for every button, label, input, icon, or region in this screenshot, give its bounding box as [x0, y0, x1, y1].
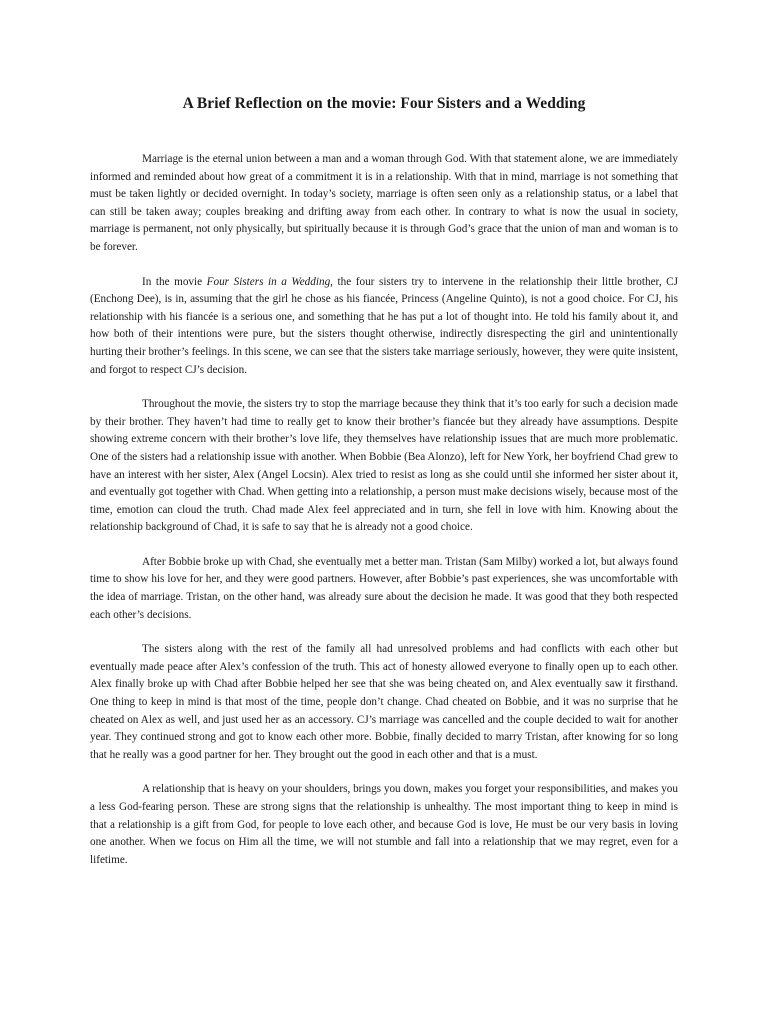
paragraph-4: After Bobbie broke up with Chad, she eventually met a better man. Tristan (Sam Milby) worked a lot, but always found time to show his love for her, and they were good partners. However, after Bobbie’s past experiences, she was uncomfortable with the idea of marriage. Tristan, on the other hand, was already sure about the decision he made. It was good that they both respected each other’s decisions. — [90, 555, 678, 621]
paragraph-2 — [90, 274, 678, 380]
paragraph-6: A relationship that is heavy on your shoulders, brings you down, makes you forget your responsibilities, and makes you a less God-fearing person. These are strong signs that the relationship is unhealthy. The most important thing to keep in mind is that a relationship is a gift from God, for people to love each other, and because God is love, He must be our very basis in loving one another. When we focus on Him all the time, we will not stumble and fall into a relationship that we may regret, even for a lifetime. — [90, 783, 678, 866]
paragraph-2-rest: , the four sisters try to intervene in the relationship their little brother, CJ (Enchong Dee), is in, assuming that the girl he chose as his fiancée, Princess (Angeline Quinto), is not a good choice. For CJ, his relationship with his fiancée is a serious one, and something that he has put a lot of thought into. He told his family about it, and how both of their intentions were pure, but the sisters thought otherwise, indirectly disrespecting the girl and unintentionally hurting their brother’s feelings. In this scene, we can see that the sisters take marriage seriously, however, they were quite insistent, and forgot to respect CJ’s decision. — [90, 275, 679, 376]
document-title: A Brief Reflection on the movie: Four Sisters and a Wedding — [182, 95, 586, 112]
paragraph-5: The sisters along with the rest of the family all had unresolved problems and had conflicts with each other but eventually made peace after Alex’s confession of the truth. This act of honesty allowed everyone to finally open up to each other. Alex finally broke up with Chad after Bobbie helped her see that she was being cheated on, and Alex eventually saw it firsthand. One thing to keep in mind is that most of the time, people don’t change. Chad cheated on Bobbie, and it was no surprise that he cheated on Alex as well, and just used her as an accessory. CJ’s marriage was cancelled and the couple decided to wait for another year. They continued strong and got to know each other more. Bobbie, finally decided to marry Tristan, after knowing for so long that he really was a good partner for her. They brought out the good in each other and that is a must. — [90, 643, 678, 761]
movie-title-italic: Four Sisters in a Wedding — [206, 275, 331, 288]
document-page — [90, 0, 678, 1024]
paragraph-1: Marriage is the eternal union between a man and a woman through God. With that statement alone, we are immediately informed and reminded about how great of a commitment it is in a relationship. With that in mind, marriage is not something that must be taken lightly or decided overnight. In today’s society, marriage is often seen only as a relationship status, or a label that can still be taken away; couples breaking and drifting away from each other. In contrary to what is now the usual in society, marriage is permanent, not only physically, but spiritually because it is through God’s grace that the union of man and woman is to be forever. — [90, 153, 678, 253]
document-body — [90, 151, 678, 886]
paragraph-3: Throughout the movie, the sisters try to stop the marriage because they think that it’s too early for such a decision made by their brother. They haven’t had time to really get to know their brother’s fiancée but they already have assumptions. Despite showing extreme concern with their brother’s love life, they themselves have relationship issues that are much more problematic. One of the sisters had a relationship issue with another. When Bobbie (Bea Alonzo), left for New York, her boyfriend Chad grew to have an interest with her sister, Alex (Angel Locsin). Alex tried to resist as long as she could until she informed her sister about it, and eventually got together with Chad. When getting into a relationship, a person must make decisions wisely, because most of the time, emotion can cloud the truth. Chad made Alex feel appreciated and in turn, she fell in love with him. Knowing about the relationship background of Chad, it is safe to say that he is already not a good choice. — [90, 398, 678, 534]
paragraph-2-prefix: In the movie — [142, 275, 207, 288]
